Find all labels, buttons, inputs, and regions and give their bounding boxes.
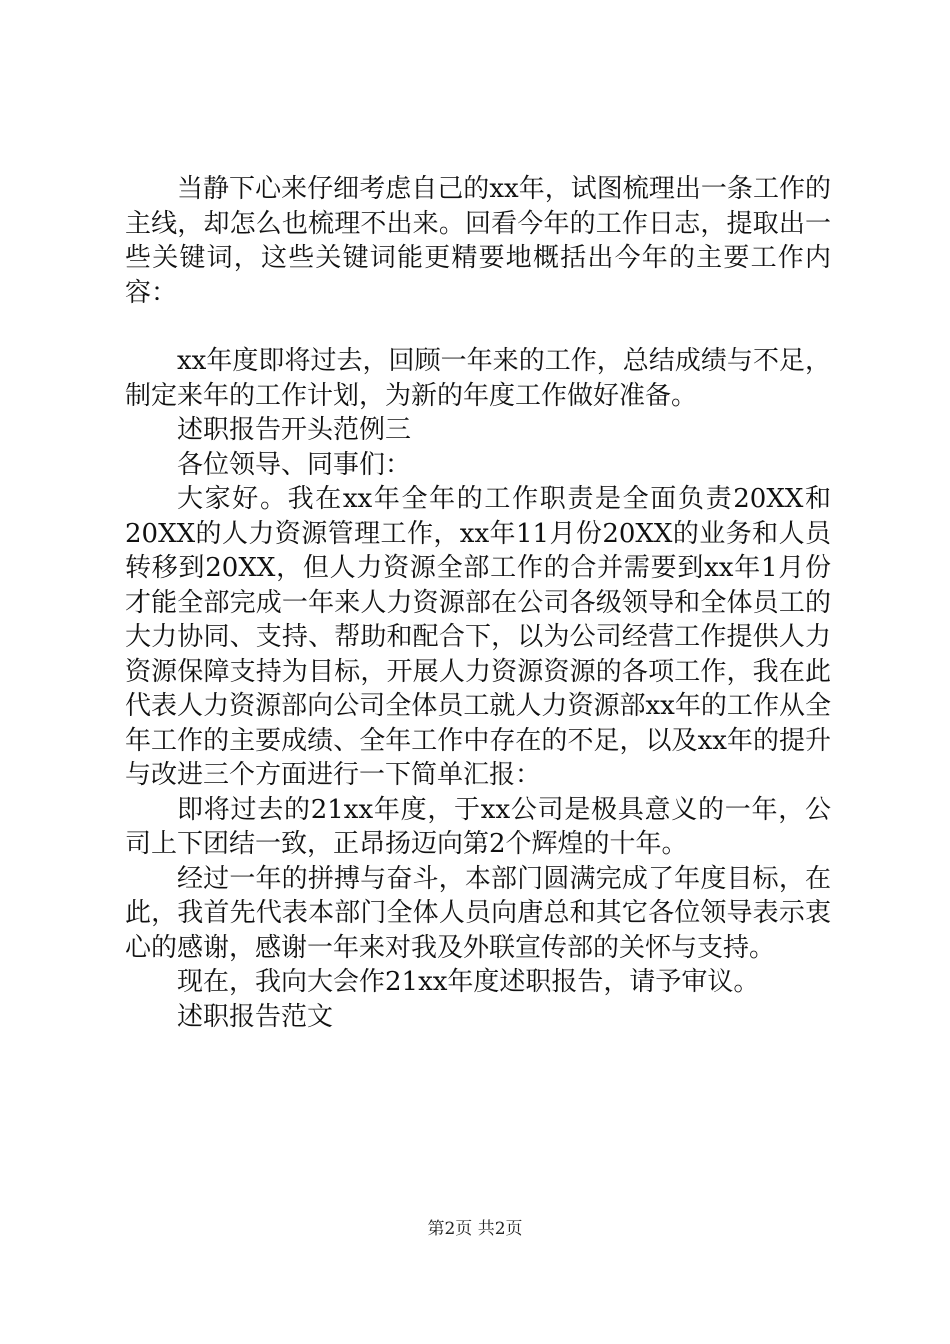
salutation: 各位领导、同事们：: [177, 449, 412, 480]
paragraph-hr-report: 大家好。我在xx年全年的工作职责是全面负责20XX和20XX的人力资源管理工作，xx年11月份20XX的业务和人员转移到20XX，但人力资源全部工作的合并需要到xx年1月份才能全部完成一年来人力资源部在公司各级领导和全体员工的大力协同、支持、帮助和配合下，以为公司经营工作提供人力资源保障支持为目标，开展人力资源资源的各项工作，我在此代表人力资源部向公司全体员工就人力资源部xx年的工作从全年工作的主要成绩、全年工作中存在的不足，以及xx年的提升与改进三个方面进行一下简单汇报：: [125, 484, 831, 790]
paragraph-intro: 当静下心来仔细考虑自己的xx年，试图梳理出一条工作的主线，却怎么也梳理不出来。回看今年的工作日志，提取出一些关键词，这些关键词能更精要地概括出今年的主要工作内容：: [125, 174, 831, 308]
page-footer: [0, 1218, 950, 1240]
section-heading-example-three: 述职报告开头范例三: [177, 415, 412, 445]
paragraph-company-year: 即将过去的21xx年度，于xx公司是极具意义的一年，公司上下团结一致，正昂扬迈向第2个辉煌的十年。: [125, 794, 831, 859]
paragraph-year-summary: xx年度即将过去，回顾一年来的工作，总结成绩与不足，制定来年的工作计划，为新的年度工作做好准备。: [125, 346, 831, 411]
paragraph-thanks: 经过一年的拼搏与奋斗，本部门圆满完成了年度目标，在此，我首先代表本部门全体人员向唐总和其它各位领导表示衷心的感谢，感谢一年来对我及外联宣传部的关怀与支持。: [125, 863, 831, 963]
section-heading-sample: 述职报告范文: [177, 1001, 334, 1032]
document-body: [125, 172, 831, 1034]
page-number-label: 第2页 共2页: [427, 1219, 523, 1239]
paragraph-report-request: 现在，我向大会作21xx年度述职报告，请予审议。: [177, 967, 760, 997]
